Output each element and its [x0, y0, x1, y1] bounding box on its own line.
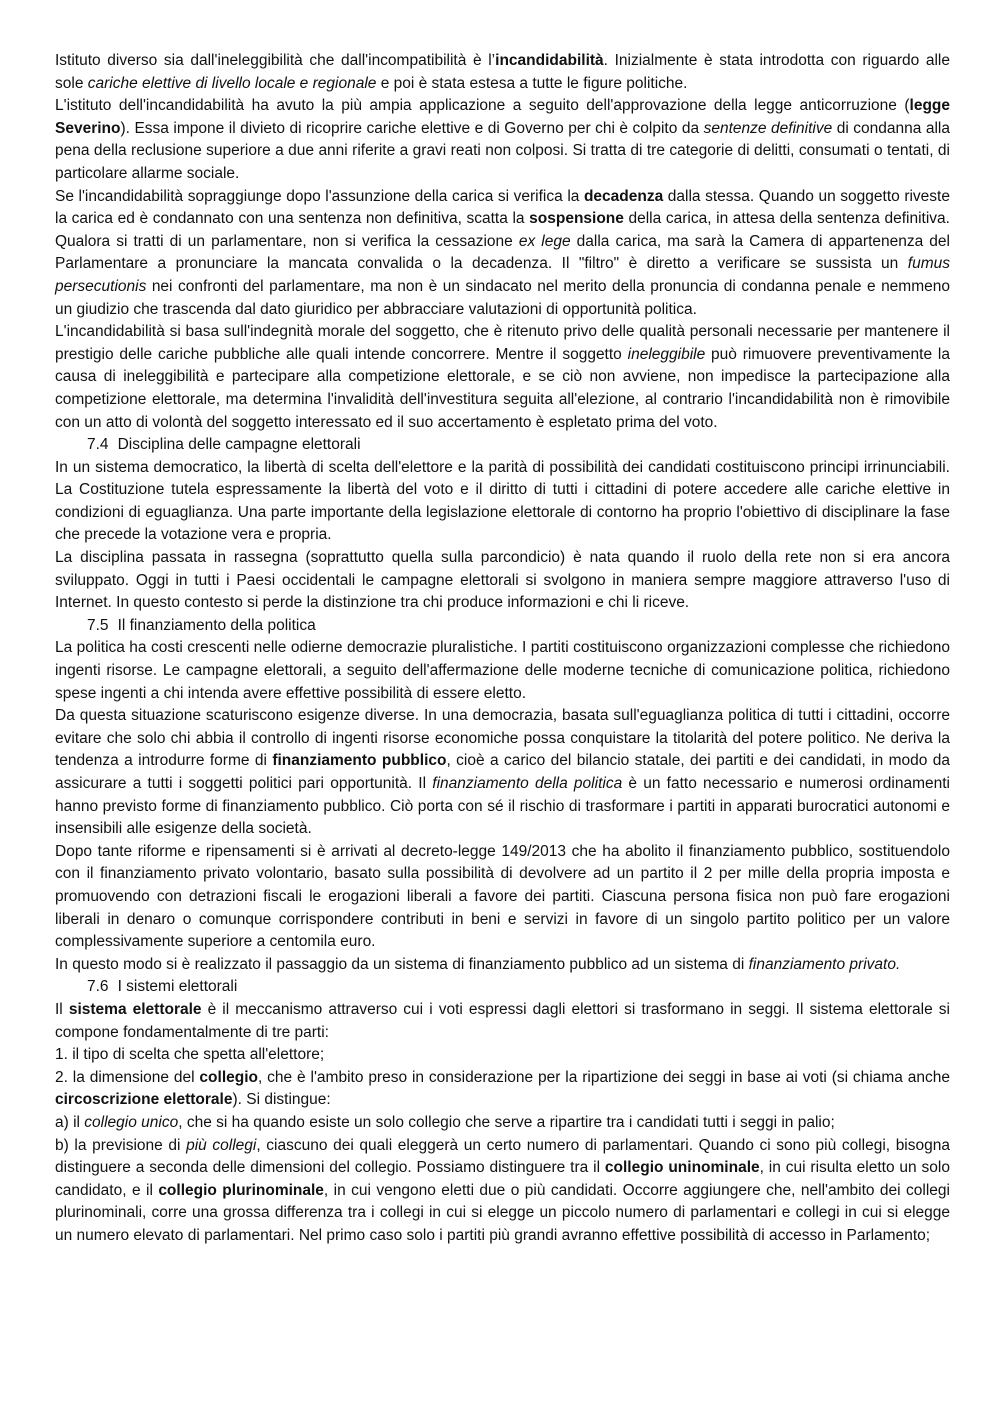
section-title: I sistemi elettorali [117, 978, 238, 996]
bold-term: sospensione [529, 210, 624, 228]
text-run: , che si ha quando esiste un solo collegio che serve a ripartire tra i candidati tutti i seggi in palio; [178, 1113, 835, 1131]
italic-term: ex lege [518, 232, 571, 250]
paragraph [55, 999, 950, 1044]
text-run: ). Si distingue: [232, 1091, 331, 1109]
text-run: della carica, in attesa della sentenza definitiva. Qualora si tratti di un parlamentare, non si verifica la cessazione [55, 210, 950, 250]
text-run: può rimuovere preventivamente la causa di ineleggibilità e partecipare alla competizione elettorale, e se ciò non avviene, non impedisce la partecipazione alla competizione elettorale, ma determina l'invalidità dell'investitura seguita all'elezione, al contrario l'incandidabilità non è rimovibile con un atto di volontà del soggetto interessato ed il suo accertamento è espletato prima del voto. [55, 345, 950, 431]
text-run: Se l'incandidabilità sopraggiunge dopo l'assunzione della carica si verifica la [55, 187, 584, 205]
text-run: , che è l'ambito preso in considerazione per la ripartizione dei seggi in base ai voti (si chiama anche [258, 1068, 950, 1086]
section-number: 7.5 [87, 616, 109, 634]
bold-term: decadenza [583, 187, 664, 205]
italic-term: cariche elettive di livello locale e regionale [87, 74, 377, 92]
paragraph [55, 1112, 950, 1135]
italic-term: sentenze definitive [703, 119, 833, 137]
text-run: è il meccanismo attraverso cui i voti espressi dagli elettori si trasformano in seggi. Il sistema elettorale si compone fondamentalmente di tre parti: [55, 1000, 950, 1041]
paragraph [55, 1067, 950, 1112]
text-run: 2. la dimensione del [55, 1068, 200, 1086]
text-run: Da questa situazione scaturiscono esigenze diverse. In una democrazia, basata sull'eguaglianza politica di tutti i cittadini, occorre evitare che solo chi abbia il controllo di ingenti risorse economiche possa conquistare la titolarità del potere politico. Ne deriva la tendenza a introdurre forme di [55, 707, 950, 770]
bold-term: sistema elettorale [68, 1000, 202, 1018]
text-run: , in cui vengono eletti due o più candidati. Occorre aggiungere che, nell'ambito dei collegi plurinominali, corre una grossa differenza tra i collegi in cui si elegge un piccolo numero di parlamentari e collegi in cui si elegge un numero elevato di parlamentari. Nel primo caso solo i partiti più grandi avranno effettive possibilità di accesso in Parlamento; [55, 1181, 950, 1244]
text-run: , in cui risulta eletto un solo candidato, e il [55, 1159, 950, 1199]
section-title: Il finanziamento della politica [117, 616, 316, 634]
text-run: La politica ha costi crescenti nelle odierne democrazie pluralistiche. I partiti costituiscono organizzazioni complesse che richiedono ingenti risorse. Le campagne elettorali, a seguito dell'affermazione delle moderne tecniche di comunicazione politica, richiedono spese ingenti a chi intenda avere effettive possibilità di essere eletto. [55, 639, 950, 702]
paragraph [55, 637, 950, 705]
paragraph [55, 457, 950, 547]
text-run: Istituto diverso sia dall'ineleggibilità che dall'incompatibilità è l’ [55, 52, 496, 69]
bold-term: legge Severino [55, 97, 950, 137]
text-run: è un fatto necessario e numerosi ordinamenti hanno previsto forme di finanziamento pubblico. Ciò porta con sé il rischio di trasformare i partiti in apparati burocratici autonomi e insensibili alle esigenze della società. [55, 775, 950, 838]
text-run: In un sistema democratico, la libertà di scelta dell'elettore e la parità di possibilità dei candidati costituiscono principi irrinunciabili. La Costituzione tutela espressamente la libertà del voto e il diritto di tutti i cittadini di potere accedere alle cariche elettive in condizioni di eguaglianza. Una parte importante della legislazione elettorale di contorno ha proprio l'obiettivo di disciplinare la fase che precede la votazione vera e propria. [55, 458, 950, 544]
section-heading [55, 615, 950, 638]
text-run: di condanna alla pena della reclusione superiore a due anni riferite a gravi reati non colposi. Si tratta di tre categorie di delitti, consumati o tentati, di particolare allarme sociale. [55, 119, 950, 182]
paragraph [55, 954, 950, 977]
text-run: dalla stessa. Quando un soggetto riveste la carica ed è condannato con una sentenza non definitiva, scatta la [55, 187, 950, 228]
italic-term: fumus persecutionis [55, 255, 950, 295]
bold-term: collegio uninominale [604, 1159, 760, 1177]
text-run: e poi è stata estesa a tutte le figure politiche. [376, 74, 688, 92]
text-run: . Inizialmente è stata introdotta con riguardo alle sole [55, 52, 950, 92]
document-body [55, 50, 950, 1247]
section-number: 7.6 [87, 978, 109, 996]
bold-term: circoscrizione elettorale [55, 1091, 233, 1109]
paragraph [55, 547, 950, 615]
paragraph [55, 321, 950, 434]
text-run: a) il [55, 1113, 85, 1131]
italic-term: più collegi [186, 1136, 257, 1154]
bold-term: collegio plurinominale [158, 1181, 324, 1199]
section-heading [55, 976, 950, 999]
text-run: In questo modo si è realizzato il passaggio da un sistema di finanziamento pubblico ad un sistema di [55, 955, 749, 973]
paragraph [55, 841, 950, 954]
italic-term: ineleggibile [627, 345, 706, 363]
italic-term: collegio unico [84, 1113, 179, 1131]
bold-term: incandidabilità [495, 52, 604, 69]
section-number: 7.4 [87, 436, 109, 454]
bold-term: collegio [199, 1068, 258, 1086]
bold-term: finanziamento pubblico [272, 752, 447, 770]
section-heading [55, 434, 950, 457]
paragraph [55, 95, 950, 185]
italic-term: finanziamento della politica [432, 775, 623, 792]
text-run: L'incandidabilità si basa sull'indegnità morale del soggetto, che è ritenuto privo delle qualità personali necessarie per mantenere il prestigio delle cariche pubbliche alle quali intende concorrere. Mentre il soggetto [55, 323, 950, 363]
paragraph [55, 1135, 950, 1248]
text-run: 1. il tipo di scelta che spetta all'elettore; [55, 1046, 325, 1064]
text-run: La disciplina passata in rassegna (soprattutto quella sulla parcondicio) è nata quando il ruolo della rete non si era ancora sviluppato. Oggi in tutti i Paesi occidentali le campagne elettorali si svolgono in maniera sempre maggiore attraverso l'uso di Internet. In questo contesto si perde la distinzione tra chi produce informazioni e chi li riceve. [55, 549, 950, 612]
text-run: L'istituto dell'incandidabilità ha avuto la più ampia applicazione a seguito dell'approvazione della legge anticorruzione ( [55, 97, 910, 115]
text-run: ). Essa impone il divieto di ricoprire cariche elettive e di Governo per chi è colpito da [120, 119, 704, 137]
text-run: b) la previsione di [55, 1136, 187, 1154]
paragraph [55, 705, 950, 841]
text-run: , ciascuno dei quali eleggerà un certo numero di parlamentari. Quando ci sono più collegi, bisogna distinguere a seconda delle dimensioni del collegio. Possiamo distinguere tra il [55, 1136, 950, 1177]
text-run: Il [55, 1000, 69, 1018]
section-title: Disciplina delle campagne elettorali [117, 436, 361, 454]
text-run: Dopo tante riforme e ripensamenti si è arrivati al decreto-legge 149/2013 che ha abolito il finanziamento pubblico, sostituendolo con il finanziamento privato volontario, basato sulla possibilità di devolvere ad un partito il 2 per mille della propria imposta e promuovendo con detrazioni fiscali le erogazioni liberali a favore dei partiti. Ciascuna persona fisica non può fare erogazioni liberali in denaro o comunque corrispondere contributi in beni e servizi in favore di un singolo partito politico per un valore complessivamente superiore a centomila euro. [55, 842, 950, 951]
paragraph [55, 186, 950, 322]
paragraph [55, 50, 950, 95]
text-run: , cioè a carico del bilancio statale, dei partiti e dei candidati, in modo da assicurare a tutti i soggetti politici pari opportunità. Il [55, 752, 950, 792]
text-run: nei confronti del parlamentare, ma non è un sindacato nel merito della pronuncia di condanna penale e nemmeno un giudizio che trascenda dal dato giuridico per abbracciare valutazioni di opportunità politica. [55, 277, 950, 318]
text-run: dalla carica, ma sarà la Camera di appartenenza del Parlamentare a pronunciare la mancata convalida o la decadenza. Il "filtro" è diretto a verificare se sussista un [55, 232, 950, 273]
paragraph [55, 1044, 950, 1067]
italic-term: finanziamento privato. [748, 955, 901, 973]
